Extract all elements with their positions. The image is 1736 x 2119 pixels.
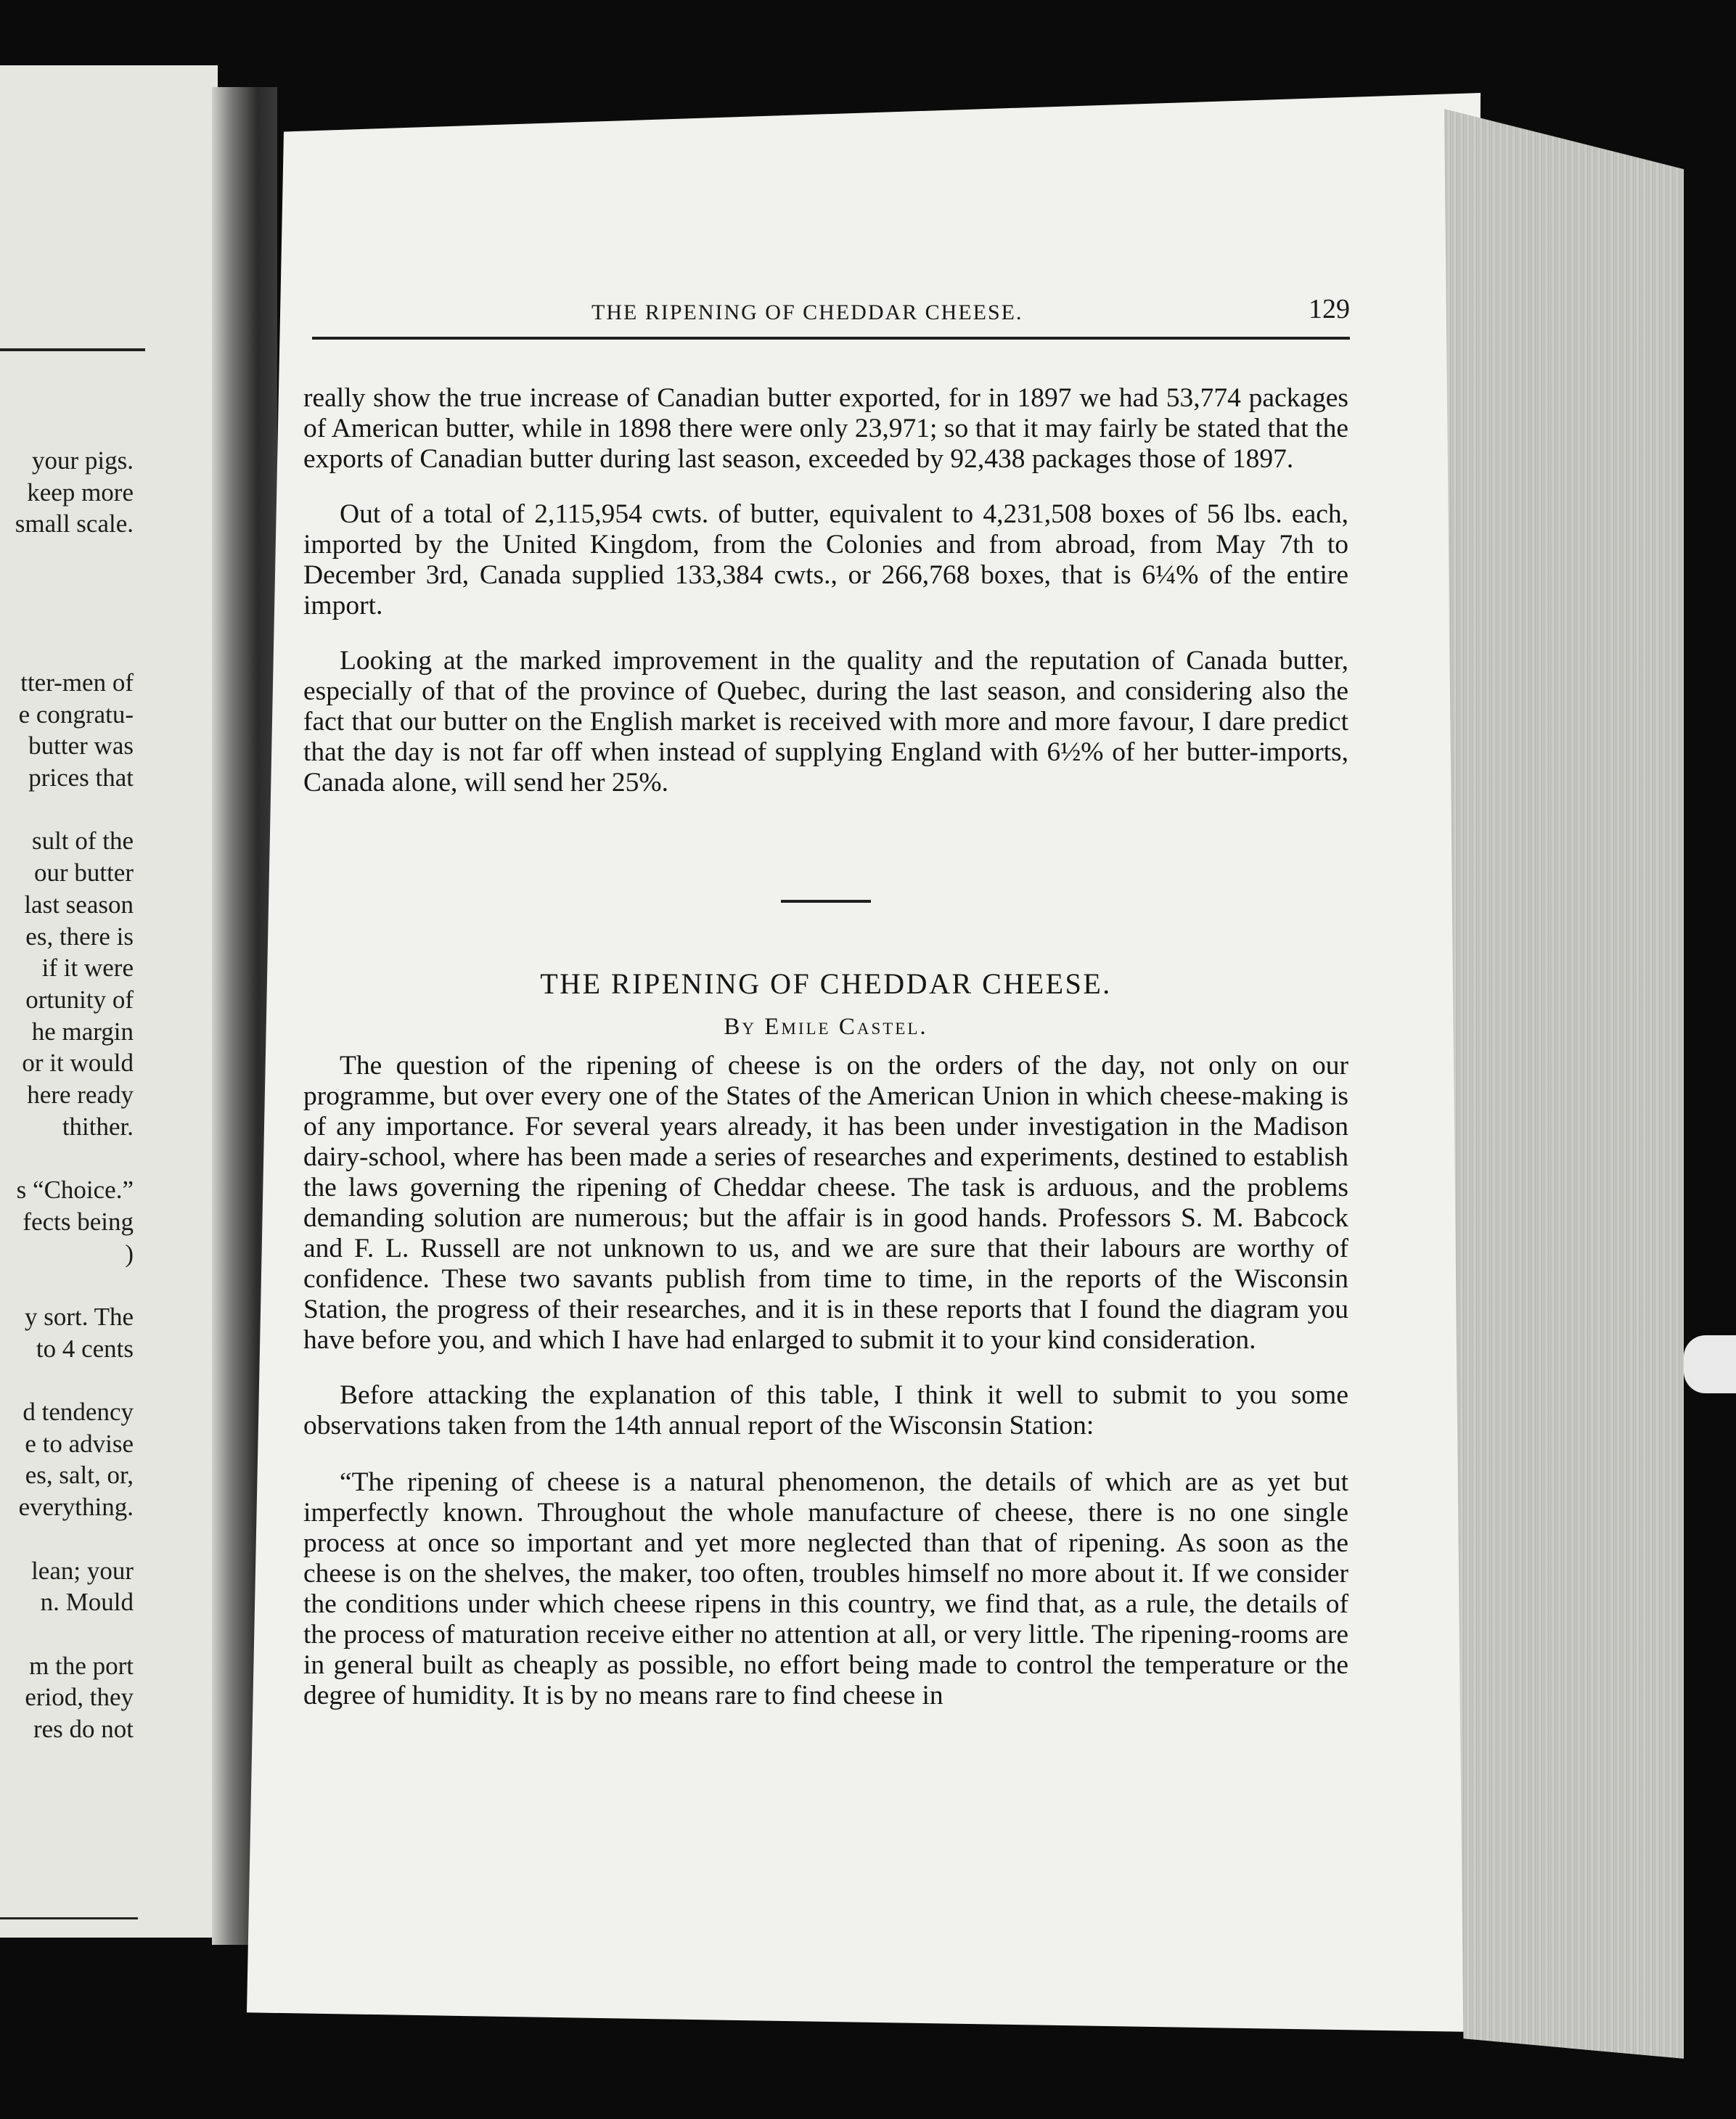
left-page-line: thither. [62, 1112, 134, 1141]
paragraph-observations: Before attacking the explanation of this table, I think it well to submit to you some observations taken from the 14th annual report of the Wisconsin Station: [303, 1380, 1348, 1440]
left-page-line: d tendency [22, 1398, 134, 1426]
left-page-line: ortunity of [25, 985, 134, 1014]
left-page-line: to 4 cents [36, 1334, 134, 1363]
left-page-line: prices that [28, 763, 134, 792]
left-page-line: es, salt, or, [25, 1461, 134, 1490]
paragraph-butter-imports: Out of a total of 2,115,954 cwts. of butter, equivalent to 4,231,508 boxes of 56 lbs. each, imported by the United Kingdom, from the Colonies and from abroad, from May 7th to December 3rd, Canada supplied 133,384 cwts., or 266,768 boxes, that is 6¼% of the entire import. [303, 499, 1348, 620]
page-body [303, 383, 1348, 1711]
left-page-line: eriod, they [25, 1683, 134, 1712]
left-page-line: y sort. The [24, 1302, 134, 1331]
left-page-line: everything. [18, 1493, 134, 1522]
paragraph-continued: really show the true increase of Canadian butter exported, for in 1897 we had 53,774 packages of American butter, while in 1898 there were only 23,971; so that it may fairly be stated that the exports of Canadian butter during last season, exceeded by 92,438 packages those of 1897. [303, 383, 1348, 474]
left-page-line: m the port [29, 1651, 134, 1680]
left-page-line: s “Choice.” [16, 1176, 134, 1205]
left-page-line: e to advise [25, 1429, 134, 1458]
left-page-line: last season [24, 890, 134, 919]
left-page [0, 65, 218, 1938]
left-page-line: sult of the [32, 827, 134, 856]
left-page-rule-top [0, 348, 145, 351]
left-page-line: our butter [33, 858, 134, 888]
left-page-line: fects being [22, 1207, 134, 1236]
left-page-line: or it would [22, 1049, 134, 1078]
left-page-line: your pigs. [32, 446, 134, 475]
header-rule [312, 337, 1350, 340]
left-page-line: n. Mould [40, 1588, 134, 1617]
paragraph-question: The question of the ripening of cheese is on the orders of the day, not only on our programme, but over every one of the States of the American Union in which cheese-making is of any importance. For several years already, it has been under investigation in the Madison dairy-school, where has been made a series of researches and experiments, destined to establish the laws governing the ripening of Cheddar cheese. The task is arduous, and the problems demanding solution are numerous; but the affair is in good hands. Professors S. M. Babcock and F. L. Russell are not unknown to us, and we are sure that their labours are worthy of confidence. These two savants publish from time to time, in the reports of the Wisconsin Station, the progress of their researches, and it is in these reports that I found the diagram you have before you, and which I have had enlarged to submit it to your kind consideration. [303, 1051, 1348, 1355]
left-page-line: res do not [33, 1715, 134, 1743]
running-head [312, 294, 1350, 344]
left-page-line: ) [125, 1239, 134, 1268]
left-page-line: if it were [41, 954, 134, 983]
left-page-rule-bottom [0, 1917, 138, 1919]
left-page-line: lean; your [31, 1556, 134, 1585]
page-tab-marker [1684, 1335, 1736, 1393]
page-number: 129 [1309, 294, 1350, 324]
section-title: THE RIPENING OF CHEDDAR CHEESE. [540, 967, 1112, 1000]
paragraph-prediction: Looking at the marked improvement in the quality and the reputation of Canada butter, especially of that of the province of Quebec, during the last season, and considering also the fact that our butter on the English market is received with more and more favour, I dare predict that the day is not far off when instead of supplying England with 6½% of her butter-imports, Canada alone, will send her 25%. [303, 646, 1348, 798]
left-page-line: small scale. [15, 509, 134, 538]
section-divider [781, 900, 871, 903]
page-edges [1444, 109, 1684, 2119]
left-page-line: butter was [28, 731, 134, 761]
left-page-line: he margin [31, 1017, 134, 1046]
running-title: THE RIPENING OF CHEDDAR CHEESE. [591, 300, 1023, 324]
left-page-line: here ready [27, 1081, 134, 1109]
paragraph-quotation: “The ripening of cheese is a natural phenomenon, the details of which are as yet but imperfectly known. Throughout the whole manufacture of cheese, there is no one single process at once so important and yet more neglected than that of ripening. As soon as the cheese is on the shelves, the maker, too often, troubles himself no more about it. If we consider the conditions under which cheese ripens in this country, we find that, as a rule, the details of the process of maturation receive either no attention at all, or very little. The ripening-rooms are in general built as cheaply as possible, no effort being made to control the temperature or the degree of humidity. It is by no means rare to find cheese in [303, 1467, 1348, 1710]
left-page-line: e congratu- [18, 700, 134, 729]
left-page-line: es, there is [25, 922, 134, 951]
author-byline: By Emile Castel. [724, 1014, 928, 1040]
left-page-line: tter-men of [20, 668, 134, 697]
left-page-line: keep more [27, 478, 134, 507]
